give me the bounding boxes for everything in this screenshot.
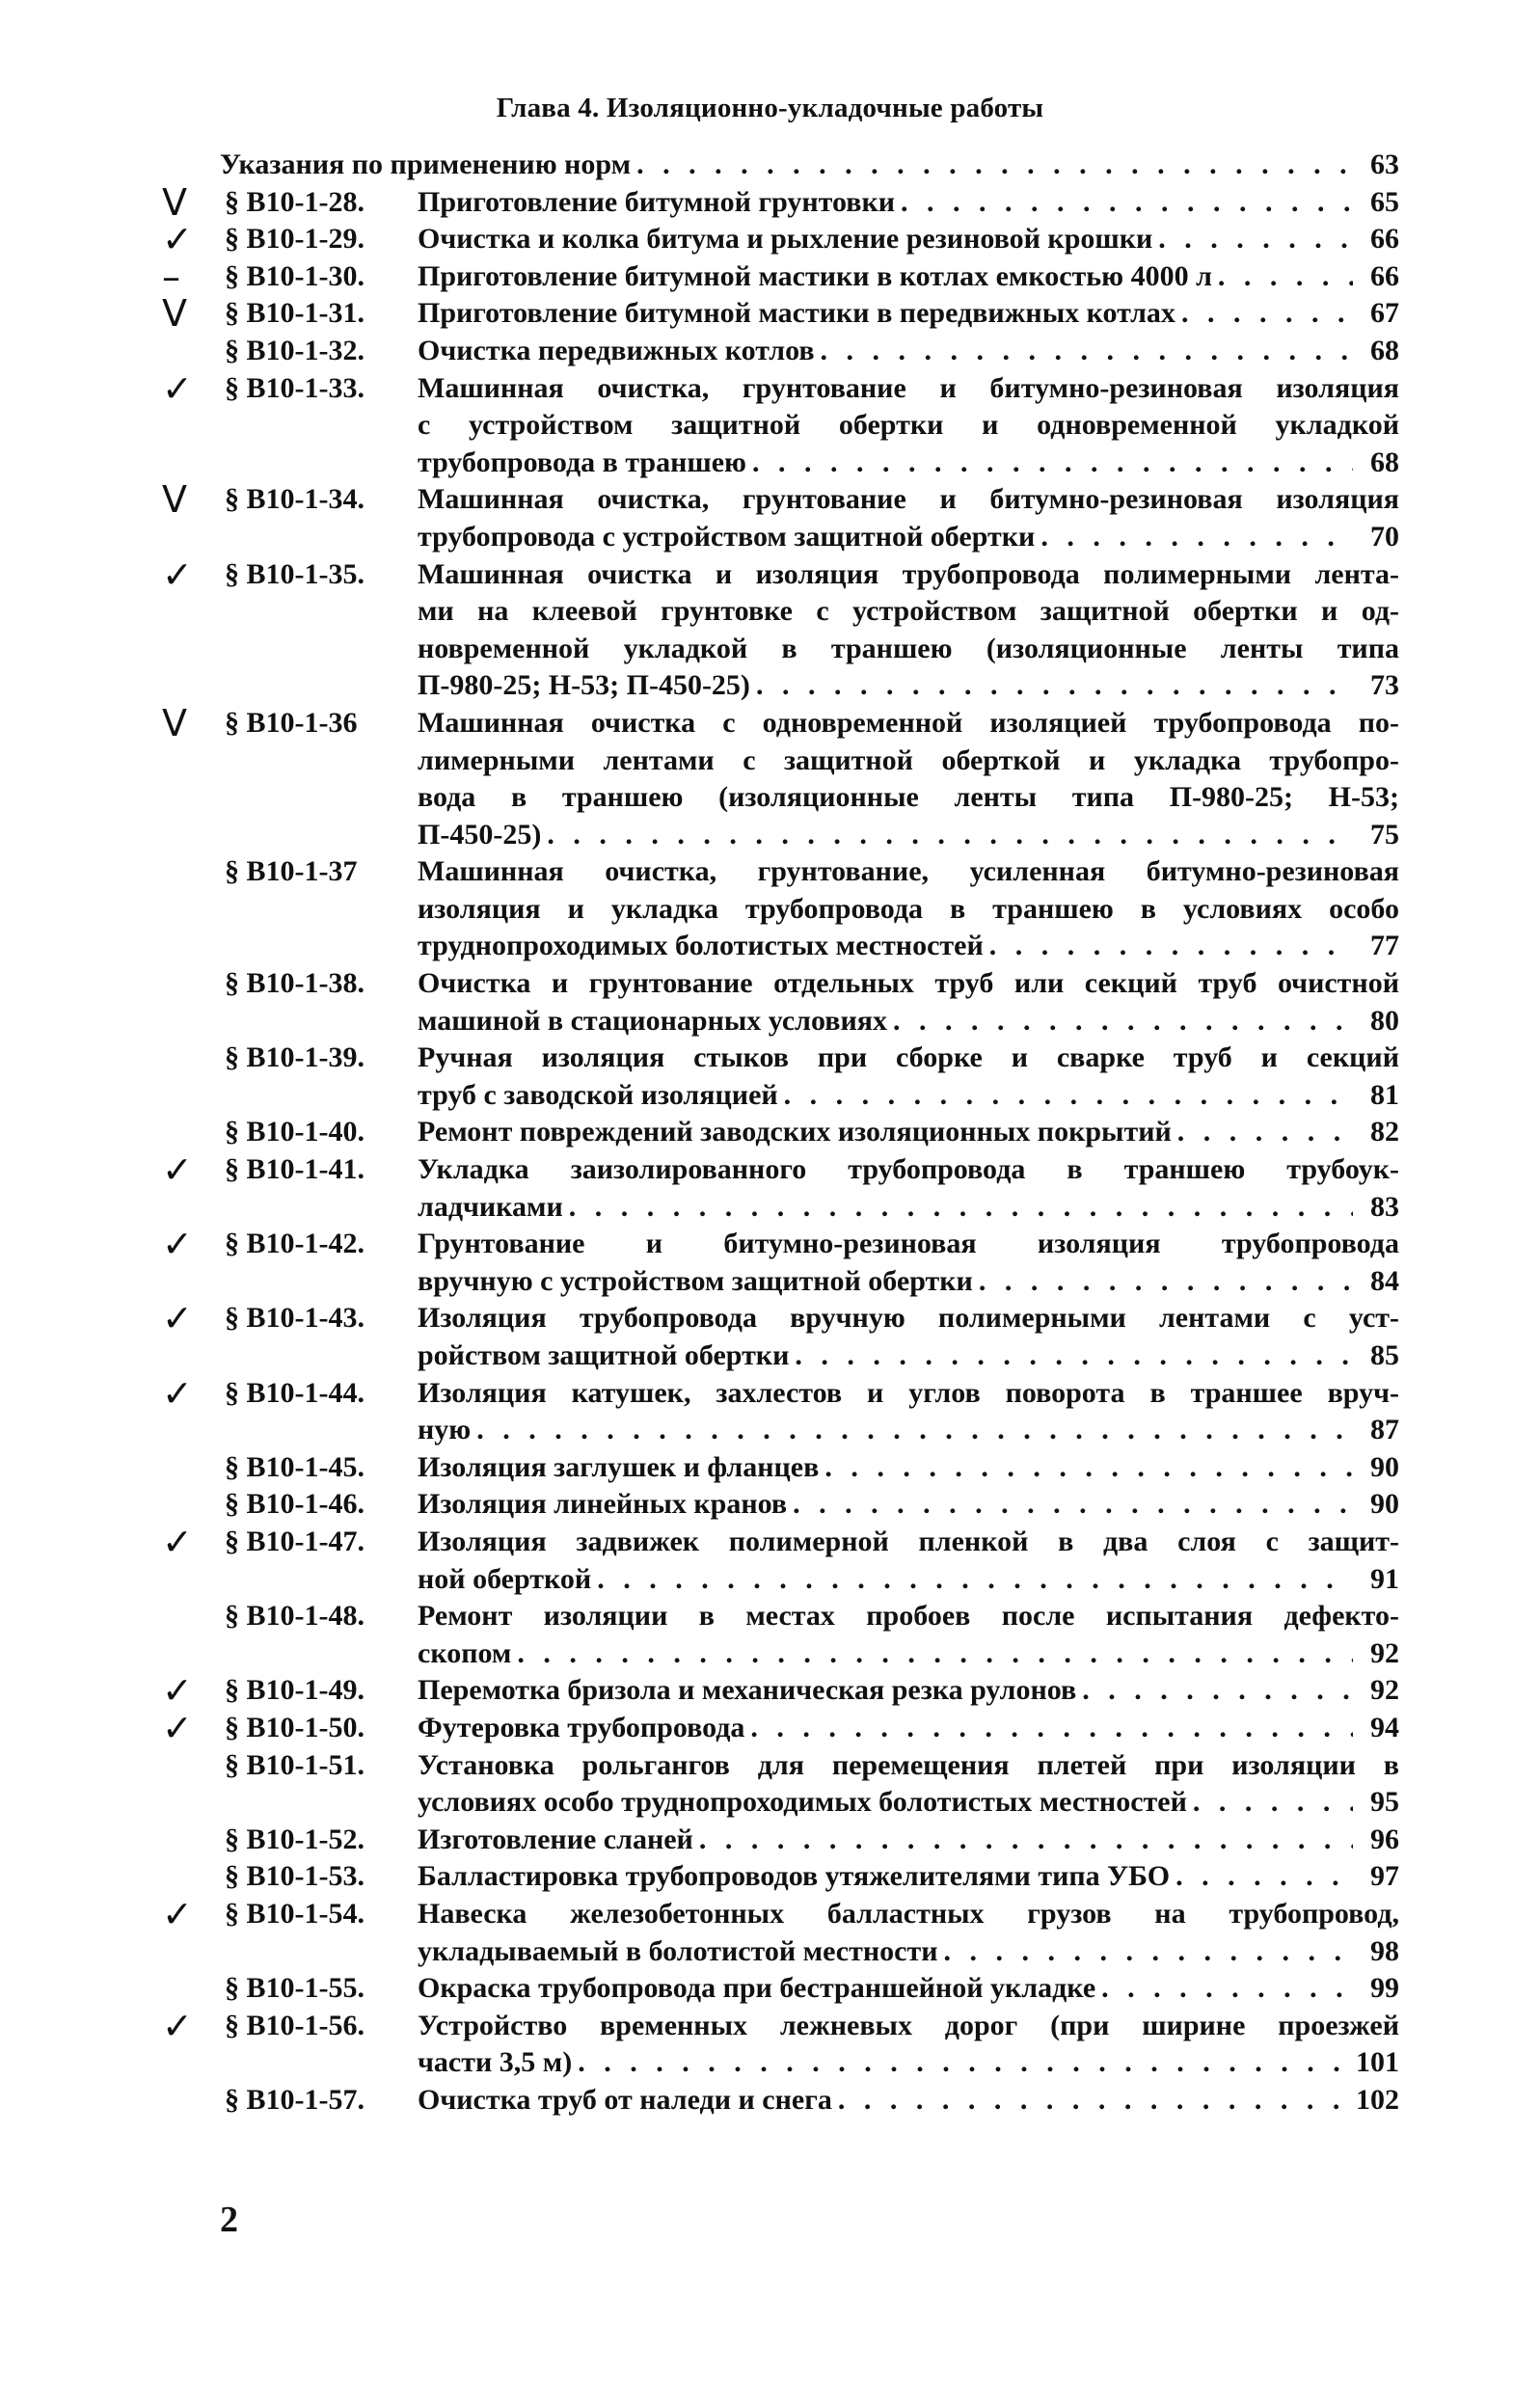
title-line: Ручная изоляция стыков при сборке и сварке труб и секций: [418, 1041, 1399, 1074]
page-ref: 102: [1356, 2083, 1399, 2116]
toc-entry: [0, 1223, 1540, 1300]
toc-entry: [0, 180, 1540, 224]
title-line: Установка рольгангов для перемещения плетей при изоляции в: [418, 1748, 1399, 1781]
dot-leader: [937, 1933, 1353, 1971]
toc-entry: [0, 2082, 1540, 2120]
section-title: [418, 258, 1399, 296]
section-title: [418, 1896, 1399, 1970]
section-number: § В10-1-28.: [225, 185, 365, 218]
section-number: § В10-1-42.: [225, 1228, 365, 1260]
section-number: § В10-1-31.: [225, 297, 365, 330]
toc-entry: [0, 1747, 1540, 1822]
section-number: § В10-1-39.: [225, 1041, 365, 1074]
page-ref: 68: [1370, 334, 1399, 366]
handwritten-check-mark: ✓: [162, 1520, 193, 1563]
page-ref: 65: [1370, 185, 1399, 218]
page-ref: 75: [1370, 818, 1399, 851]
handwritten-check-mark: ✓: [162, 1892, 193, 1935]
title-line: Машинная очистка, грунтование и битумно-резиновая изоляция: [418, 483, 1399, 516]
title-line: ми на клеевой грунтовке с устройством защитной обертки и од-: [418, 595, 1399, 628]
toc-entry: [0, 1114, 1540, 1151]
title-line: П-450-25) . . . 75: [418, 817, 1399, 854]
section-number: § В10-1-30.: [225, 259, 365, 292]
handwritten-check-mark: –: [162, 255, 180, 298]
toc-entry: [0, 1598, 1540, 1672]
page-ref: 77: [1370, 930, 1399, 962]
toc-entry: [0, 292, 1540, 336]
page-ref: 63: [1370, 149, 1399, 180]
section-title: [418, 221, 1399, 258]
dot-leader: [832, 2082, 1353, 2120]
section-number: § В10-1-55.: [225, 1972, 365, 2005]
title-line: Очистка и грунтование отдельных труб или секций труб очистной: [418, 967, 1399, 1000]
toc-entry: [0, 1449, 1540, 1487]
toc-entry: [0, 1520, 1540, 1598]
page-ref: 92: [1370, 1674, 1399, 1707]
section-title: [418, 705, 1399, 853]
title-line: труб с заводской изоляцией . . . 81: [418, 1077, 1399, 1115]
page-ref: 95: [1370, 1786, 1399, 1819]
section-number: § В10-1-49.: [225, 1674, 365, 1707]
title-line: Окраска трубопровода при бестраншейной укладке . . . 99: [418, 1970, 1399, 2008]
toc-entry: [0, 366, 1540, 482]
section-number: § В10-1-41.: [225, 1153, 365, 1186]
page-ref: 99: [1370, 1972, 1399, 2005]
page-ref: 85: [1370, 1339, 1399, 1371]
section-title: [418, 1524, 1399, 1598]
title-line: Футеровка трубопровода . . . 94: [418, 1710, 1399, 1747]
toc-entry: [0, 701, 1540, 853]
title-line: вручную с устройством защитной обертки . . . 84: [418, 1263, 1399, 1301]
dot-leader: [1076, 1672, 1353, 1710]
section-number: § В10-1-29.: [225, 223, 365, 256]
dot-leader: [1212, 258, 1353, 296]
section-title: [418, 1449, 1399, 1487]
handwritten-check-mark: V: [162, 180, 187, 224]
title-line: ную . . . 87: [418, 1412, 1399, 1449]
section-title: [418, 853, 1399, 965]
toc-entry: [0, 218, 1540, 261]
dot-leader: [887, 1003, 1353, 1040]
dot-leader: [744, 1710, 1353, 1747]
title-line: ладчиками . . . 83: [418, 1189, 1399, 1227]
section-title: [418, 1114, 1399, 1151]
dot-leader: [778, 1077, 1353, 1115]
page-ref: 70: [1370, 520, 1399, 553]
toc-entry: [0, 255, 1540, 298]
section-title: [418, 1300, 1399, 1374]
title-line: вода в траншею (изоляционные ленты типа П-980-25; Н-53;: [418, 781, 1399, 814]
dot-leader: [895, 184, 1353, 222]
toc-entry: [0, 1858, 1540, 1896]
handwritten-check-mark: ✓: [162, 366, 193, 410]
title-line: Балластировка трубопроводов утяжелителями типа УБО . . . 97: [418, 1858, 1399, 1896]
title-line: Перемотка бризола и механическая резка рулонов . . . 92: [418, 1672, 1399, 1710]
dot-leader: [693, 1822, 1353, 1859]
page-ref: 83: [1370, 1190, 1399, 1223]
title-line: Грунтование и битумно-резиновая изоляция трубопровода: [418, 1228, 1399, 1260]
toc-entry: [0, 1892, 1540, 1970]
page-ref: 82: [1370, 1116, 1399, 1148]
title-line: Изоляция заглушек и фланцев . . . 90: [418, 1449, 1399, 1487]
title-line: части 3,5 м) . . . 101: [418, 2044, 1399, 2082]
handwritten-check-mark: ✓: [162, 1371, 193, 1415]
page-ref: 84: [1370, 1264, 1399, 1297]
dot-leader: [984, 928, 1353, 965]
toc-entry: [0, 1970, 1540, 2008]
section-title: [418, 1226, 1399, 1300]
page-ref: 80: [1370, 1004, 1399, 1037]
section-title: [418, 2082, 1399, 2120]
dot-leader: [471, 1412, 1353, 1449]
title-line: Указания по применению норм . . . 63: [220, 147, 1399, 184]
dot-leader: [789, 1337, 1353, 1375]
dot-leader: [1095, 1970, 1353, 2008]
section-number: § В10-1-38.: [225, 967, 365, 1000]
section-number: § В10-1-48.: [225, 1600, 365, 1633]
toc-entry: [0, 2004, 1540, 2082]
title-line: Изоляция катушек, захлестов и углов поворота в траншее вруч-: [418, 1376, 1399, 1409]
title-line: Изоляция задвижек полимерной пленкой в два слоя с защит-: [418, 1525, 1399, 1557]
section-number: § В10-1-53.: [225, 1860, 365, 1893]
title-line: труднопроходимых болотистых местностей . . . 77: [418, 928, 1399, 965]
page-ref: 73: [1370, 669, 1399, 702]
handwritten-check-mark: V: [162, 292, 187, 336]
page-ref: 101: [1356, 2046, 1399, 2079]
section-number: § В10-1-46.: [225, 1488, 365, 1521]
dot-leader: [819, 1449, 1353, 1487]
section-number: § В10-1-50.: [225, 1711, 365, 1743]
section-number: § В10-1-33.: [225, 371, 365, 404]
toc-entry: [0, 1486, 1540, 1524]
handwritten-check-mark: ✓: [162, 1148, 193, 1192]
dot-leader: [572, 2044, 1353, 2082]
title-line: Машинная очистка, грунтование и битумно-резиновая изоляция: [418, 371, 1399, 404]
title-line: Машинная очистка, грунтование, усиленная битумно-резиновая: [418, 855, 1399, 888]
title-line: новременной укладкой в траншею (изоляционные ленты типа: [418, 632, 1399, 664]
section-title: [418, 1672, 1399, 1710]
title-line: Изготовление сланей . . . 96: [418, 1822, 1399, 1859]
toc-entry: [0, 1148, 1540, 1226]
section-title: [418, 184, 1399, 222]
page-ref: 97: [1370, 1860, 1399, 1893]
dot-leader: [1175, 295, 1353, 333]
section-number: § В10-1-47.: [225, 1525, 365, 1557]
title-line: укладываемый в болотистой местности . . . 98: [418, 1933, 1399, 1971]
title-line: Очистка передвижных котлов . . . 68: [418, 333, 1399, 370]
title-line: П-980-25; Н-53; П-450-25) . . . 73: [418, 667, 1399, 705]
section-title: [418, 1747, 1399, 1822]
section-title: [418, 1375, 1399, 1449]
page-ref: 87: [1370, 1414, 1399, 1446]
handwritten-check-mark: V: [162, 701, 187, 744]
page-number: 2: [220, 2200, 238, 2240]
dot-leader: [1170, 1858, 1353, 1896]
title-line: скопом . . . 92: [418, 1635, 1399, 1673]
title-line: лимерными лентами с защитной оберткой и укладка трубопро-: [418, 743, 1399, 776]
section-number: § В10-1-54.: [225, 1897, 365, 1930]
title-line: ройством защитной обертки . . . 85: [418, 1337, 1399, 1375]
title-line: Приготовление битумной мастики в передвижных котлах . . . 67: [418, 295, 1399, 333]
section-number: § В10-1-45.: [225, 1450, 365, 1483]
toc-entry: [0, 965, 1540, 1040]
title-line: Машинная очистка с одновременной изоляцией трубопровода по-: [418, 706, 1399, 739]
handwritten-check-mark: V: [162, 478, 187, 522]
toc-entry: [0, 1040, 1540, 1114]
section-number: § В10-1-32.: [225, 334, 365, 366]
section-title: [418, 1970, 1399, 2008]
title-line: изоляция и укладка трубопровода в траншею в условиях особо: [418, 892, 1399, 925]
page-ref: 96: [1370, 1823, 1399, 1855]
title-line: трубопровода в траншею . . . 68: [418, 445, 1399, 482]
page-ref: 81: [1370, 1078, 1399, 1111]
toc-entry: [0, 553, 1540, 705]
section-number: § В10-1-34.: [225, 483, 365, 516]
title-line: Ремонт повреждений заводских изоляционных покрытий . . . 82: [418, 1114, 1399, 1151]
section-title: [418, 295, 1399, 333]
section-title: [418, 370, 1399, 482]
section-title: [418, 1710, 1399, 1747]
title-line: Приготовление битумной грунтовки . . . 65: [418, 184, 1399, 222]
dot-leader: [541, 817, 1353, 854]
section-title: [418, 333, 1399, 370]
dot-leader: [1152, 221, 1353, 258]
section-title: [418, 556, 1399, 705]
page-ref: 90: [1370, 1450, 1399, 1483]
section-title: [418, 1822, 1399, 1859]
toc-entry: [0, 478, 1540, 555]
page-ref: 98: [1370, 1934, 1399, 1967]
section-number: § В10-1-56.: [225, 2009, 365, 2041]
toc-entry: [0, 147, 1540, 184]
section-number: § В10-1-57.: [225, 2083, 365, 2116]
page-ref: 67: [1370, 297, 1399, 330]
dot-leader: [631, 147, 1353, 184]
section-title: [418, 1486, 1399, 1524]
title-line: Приготовление битумной мастики в котлах емкостью 4000 л . . . 66: [418, 258, 1399, 296]
toc-entry: [0, 333, 1540, 370]
section-number: § В10-1-35.: [225, 557, 365, 590]
handwritten-check-mark: ✓: [162, 1297, 193, 1340]
dot-leader: [973, 1263, 1353, 1301]
dot-leader: [787, 1486, 1353, 1524]
section-number: § В10-1-44.: [225, 1376, 365, 1409]
title-line: ной оберткой . . . 91: [418, 1561, 1399, 1599]
section-title: [418, 481, 1399, 555]
title-line: условиях особо труднопроходимых болотистых местностей . . . 95: [418, 1784, 1399, 1822]
dot-leader: [591, 1561, 1353, 1599]
section-number: § В10-1-43.: [225, 1302, 365, 1335]
page-ref: 91: [1370, 1562, 1399, 1595]
dot-leader: [815, 333, 1353, 370]
table-of-contents: [0, 147, 1540, 2119]
section-title: [418, 1858, 1399, 1896]
section-title: [418, 2008, 1399, 2082]
toc-entry: [0, 1297, 1540, 1374]
title-line: Навеска железобетонных балластных грузов на трубопровод,: [418, 1897, 1399, 1930]
handwritten-check-mark: ✓: [162, 2004, 193, 2047]
section-title: [220, 147, 1399, 184]
handwritten-check-mark: ✓: [162, 1706, 193, 1749]
section-title: [418, 1598, 1399, 1672]
section-title: [418, 1151, 1399, 1226]
page-ref: 66: [1370, 223, 1399, 256]
toc-entry: [0, 1706, 1540, 1749]
dot-leader: [1035, 519, 1353, 556]
title-line: Машинная очистка и изоляция трубопровода полимерными лента-: [418, 557, 1399, 590]
page-ref: 90: [1370, 1488, 1399, 1521]
title-line: Ремонт изоляции в местах пробоев после испытания дефекто-: [418, 1600, 1399, 1633]
section-title: [418, 1040, 1399, 1114]
toc-entry: [0, 1371, 1540, 1449]
page-ref: 92: [1370, 1636, 1399, 1669]
dot-leader: [1187, 1784, 1353, 1822]
title-line: с устройством защитной обертки и одновременной укладкой: [418, 409, 1399, 442]
title-line: Очистка и колка битума и рыхление резиновой крошки . . . 66: [418, 221, 1399, 258]
title-line: Изоляция трубопровода вручную полимерными лентами с уст-: [418, 1302, 1399, 1335]
section-number: § В10-1-37: [225, 855, 358, 888]
dot-leader: [563, 1189, 1353, 1227]
handwritten-check-mark: ✓: [162, 218, 193, 261]
section-number: § В10-1-52.: [225, 1823, 365, 1855]
page-ref: 94: [1370, 1711, 1399, 1743]
dot-leader: [1172, 1114, 1353, 1151]
title-line: Изоляция линейных кранов . . . 90: [418, 1486, 1399, 1524]
dot-leader: [750, 667, 1353, 705]
section-title: [418, 965, 1399, 1040]
title-line: Устройство временных лежневых дорог (при ширине проезжей: [418, 2009, 1399, 2041]
handwritten-check-mark: ✓: [162, 1223, 193, 1266]
section-number: § В10-1-40.: [225, 1116, 365, 1148]
dot-leader: [746, 445, 1353, 482]
handwritten-check-mark: ✓: [162, 553, 193, 596]
toc-entry: [0, 1669, 1540, 1713]
title-line: Укладка заизолированного трубопровода в траншею трубоук-: [418, 1153, 1399, 1186]
section-number: § В10-1-36: [225, 706, 358, 739]
title-line: трубопровода с устройством защитной обертки . . . 70: [418, 519, 1399, 556]
handwritten-check-mark: ✓: [162, 1669, 193, 1713]
page-ref: 66: [1370, 259, 1399, 292]
dot-leader: [511, 1635, 1353, 1673]
title-line: машиной в стационарных условиях . . . 80: [418, 1003, 1399, 1040]
title-line: Очистка труб от наледи и снега . . . 102: [418, 2082, 1399, 2120]
chapter-title: Глава 4. Изоляционно-укладочные работы: [496, 93, 1044, 123]
section-number: § В10-1-51.: [225, 1748, 365, 1781]
toc-entry: [0, 853, 1540, 965]
page-ref: 68: [1370, 446, 1399, 478]
toc-entry: [0, 1822, 1540, 1859]
